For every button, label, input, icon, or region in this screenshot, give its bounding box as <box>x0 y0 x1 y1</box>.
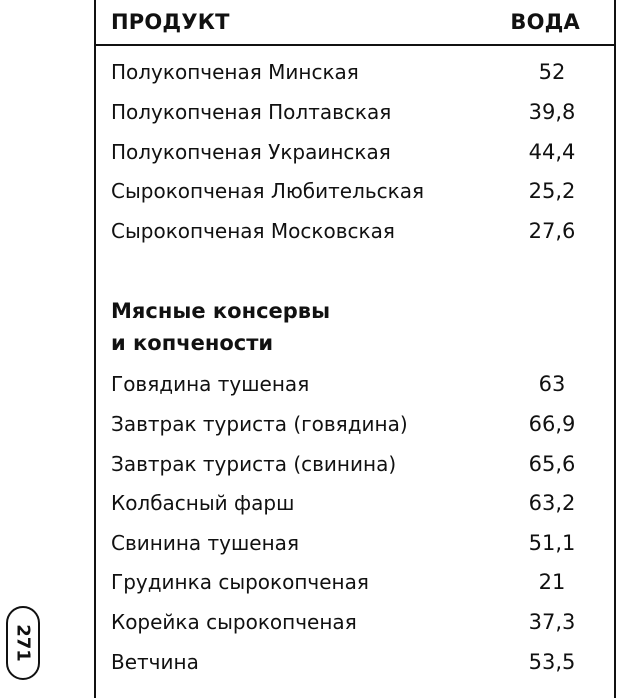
water-value: 51,1 <box>528 531 576 555</box>
product-name: Корейка сырокопченая <box>111 610 357 634</box>
product-name: Свинина тушеная <box>111 531 299 555</box>
nutrition-table <box>94 0 616 698</box>
section-title-line2: и копчености <box>111 331 274 355</box>
product-name: Полукопченая Украинская <box>111 140 391 164</box>
header-product: ПРОДУКТ <box>111 10 230 34</box>
table-row <box>96 412 614 442</box>
section-title-line1: Мясные консервы <box>111 299 331 323</box>
table-row <box>96 491 614 521</box>
table-row <box>96 100 614 130</box>
water-value: 37,3 <box>528 610 576 634</box>
water-value: 44,4 <box>528 140 576 164</box>
header-water: ВОДА <box>510 10 580 34</box>
water-value: 65,6 <box>528 452 576 476</box>
table-row <box>96 372 614 402</box>
product-name: Сырокопченая Московская <box>111 219 395 243</box>
product-name: Полукопченая Полтавская <box>111 100 392 124</box>
water-value: 66,9 <box>528 412 576 436</box>
product-name: Завтрак туриста (говядина) <box>111 412 408 436</box>
water-value: 63 <box>538 372 566 396</box>
table-row <box>96 531 614 561</box>
water-value: 63,2 <box>528 491 576 515</box>
product-name: Ветчина <box>111 650 199 674</box>
table-row <box>96 60 614 90</box>
product-name: Грудинка сырокопченая <box>111 570 369 594</box>
product-name: Сырокопченая Любительская <box>111 179 425 203</box>
table-row <box>96 452 614 482</box>
table-row <box>96 179 614 209</box>
product-name: Полукопченая Минская <box>111 60 359 84</box>
table-row <box>96 140 614 170</box>
product-name: Завтрак туриста (свинина) <box>111 452 397 476</box>
product-name: Говядина тушеная <box>111 372 310 396</box>
water-value: 25,2 <box>528 179 576 203</box>
table-row <box>96 219 614 249</box>
water-value: 21 <box>538 570 566 594</box>
water-value: 39,8 <box>528 100 576 124</box>
water-value: 52 <box>538 60 566 84</box>
table-row <box>96 570 614 600</box>
water-value: 27,6 <box>528 219 576 243</box>
water-value: 53,5 <box>528 650 576 674</box>
page-number: 271 <box>12 624 34 662</box>
table-row <box>96 650 614 680</box>
table-row <box>96 610 614 640</box>
page-number-badge <box>6 606 40 680</box>
table-header <box>96 0 614 46</box>
product-name: Колбасный фарш <box>111 491 295 515</box>
